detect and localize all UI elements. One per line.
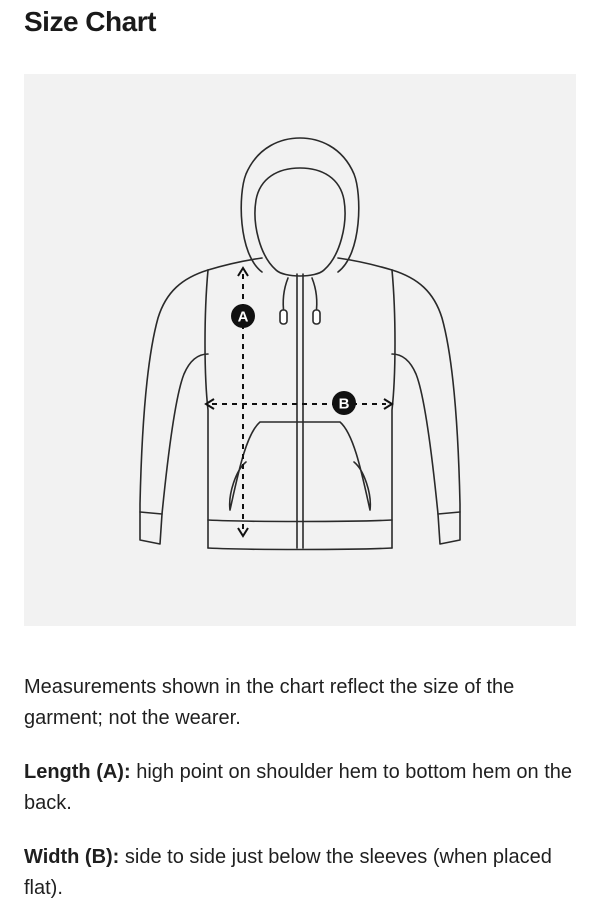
sleeve-right (392, 270, 460, 544)
length-text: high point on shoulder hem to bottom hem on the back. (24, 761, 573, 814)
length-label: Length (A): (24, 761, 131, 783)
marker-b-label: B (338, 395, 350, 413)
hood-outline (241, 138, 359, 272)
width-text: side to side just below the sleeves (when placed flat). (24, 846, 552, 899)
width-label: Width (B): (24, 846, 120, 868)
aglet-right (313, 310, 320, 324)
drawstring-left (283, 278, 288, 314)
measure-a-arrow-bottom (238, 528, 248, 536)
zipper-line (297, 274, 303, 548)
intro-text: Measurements shown in the chart reflect the size of the garment; not the wearer. (24, 676, 515, 729)
size-diagram-panel (24, 74, 576, 626)
body-right-side (392, 270, 395, 548)
body-left-side (205, 270, 208, 548)
cuff-left (140, 512, 162, 514)
hoodie-icon (24, 74, 576, 626)
pocket (230, 422, 371, 510)
drawstring-right (312, 278, 317, 314)
length-definition (24, 757, 580, 819)
waistband (208, 520, 392, 550)
cuff-right (438, 512, 460, 514)
hood-opening (255, 168, 345, 276)
measurement-intro (24, 672, 580, 734)
width-definition (24, 842, 580, 904)
aglet-left (280, 310, 287, 324)
sleeve-left (140, 270, 208, 544)
page-title: Size Chart (24, 6, 156, 37)
marker-a-label: A (237, 308, 249, 326)
